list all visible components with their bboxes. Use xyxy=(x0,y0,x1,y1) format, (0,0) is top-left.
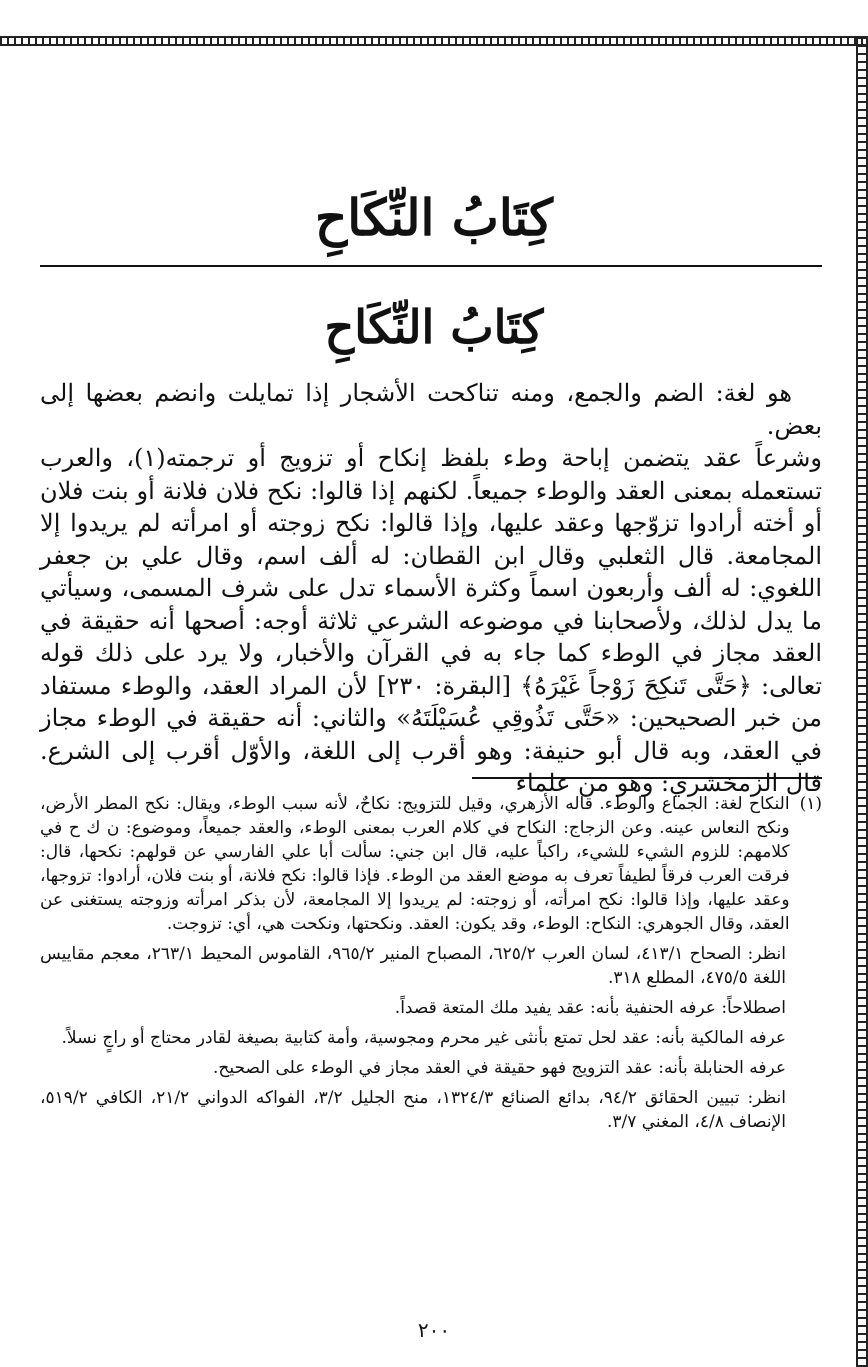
page-title: كِتَابُ النِّكَاحِ xyxy=(315,188,553,247)
footnotes xyxy=(40,792,822,1140)
body-paragraph: وشرعاً عقد يتضمن إباحة وطء بلفظ إنكاح أو تزويج أو ترجمته(١)، والعرب تستعمله بمعنى العقد والوطء جميعاً. لكنهم إذا قالوا: نكح فلان فلانة أو بنت فلان أو أخته أرادوا تزوّجها وعقد عليها، وإذا قالوا: نكح زوجته أو امرأته لم يريدوا إلا المجامعة. قال الثعلبي وقال ابن القطان: له ألف اسم، وقال علي بن جعفر اللغوي: له ألف وأربعون اسماً وكثرة الأسماء تدل على شرف المسمى، وسيأتي ما يدل لذلك، ولأصحابنا في موضوعه الشرعي ثلاثة أوجه: أصحها أنه حقيقة في العقد مجاز في الوطء كما جاء به في القرآن والأخبار، ولا يرد على ذلك قوله تعالى: ﴿حَتَّى تَنكِحَ زَوْجاً غَيْرَهُ﴾ [البقرة: ٢٣٠] لأن المراد العقد، والوطء مستفاد من خبر الصحيحين: «حَتَّى تَذُوقِي عُسَيْلَتَهُ» والثاني: أنه حقيقة في الوطء مجاز في العقد، وبه قال أبو حنيفة: وهو أقرب إلى اللغة، والأوّل أقرب إلى الشرع. قال الزمخشري: وهو من علماء xyxy=(40,444,822,797)
footnote-definition: اصطلاحاً: عرفه الحنفية بأنه: عقد يفيد ملك المتعة قصداً. xyxy=(394,998,786,1018)
body-text xyxy=(40,377,822,800)
page-number: ٢٠٠ xyxy=(417,1318,451,1342)
section-title: كِتَابُ النِّكَاحِ xyxy=(324,300,544,354)
title-divider xyxy=(40,265,822,267)
footnote-divider xyxy=(472,777,822,779)
footnote-reference: انظر: الصحاح ٤١٣/١، لسان العرب ٦٢٥/٢، المصباح المنير ٩٦٥/٢، القاموس المحيط ٢٦٣/١، معجم مقاييس اللغة ٤٧٥/٥، المطلع ٣١٨. xyxy=(40,944,787,988)
ornamental-border-top xyxy=(0,36,868,46)
footnote-number: (١) xyxy=(799,794,822,814)
footnote-text: النكاح لغة: الجماع والوطء. قاله الأزهري، وقيل للتزويج: نكاحٌ، لأنه سبب الوطء، ويقال: نكح المطر الأرض، ونكح النعاس عينه. وعن الزجاج: النكاح في كلام العرب بمعنى الوطء، والعقد جميعاً، وموضوع: ن ك ح في كلامهم: للزوم الشيء للشيء، راكباً عليه، قال ابن جني: سألت أبا علي الفارسي عن قولهم: نكحها، قال: فرقت العرب فرقاً لطيفاً تعرف به موضع العقد من الوطء. فإذا قالوا: نكح فلانة، أو بنت فلان، أرادوا: تزوجها، وعقد عليها، وإذا قالوا: نكح امرأته، أو زوجته: لم يريدوا إلا المجامعة، لأن بذكر امرأته وزوجته يستغنى عن العقد، وقال الجوهري: النكاح: الوطء، وقد يكون: العقد. ونكحتها، ونكحت هي، أي: تزوجت. xyxy=(40,794,790,934)
body-paragraph: هو لغة: الضم والجمع، ومنه تناكحت الأشجار إذا تمايلت وانضم بعضها إلى بعض. xyxy=(40,379,822,440)
footnote-definition: عرفه الحنابلة بأنه: عقد التزويج فهو حقيقة في العقد مجاز في الوطء على الصحيح. xyxy=(212,1058,786,1078)
footnote xyxy=(40,792,822,942)
footnote-reference: انظر: تبيين الحقائق ٩٤/٢، بدائع الصنائع ١٣٢٤/٣، منح الجليل ٣/٢، الفواكه الدواني ٢١/٢، الكافي ٥١٩/٢، الإنصاف ٤/٨، المغني ٣/٧. xyxy=(40,1088,787,1132)
footnote-definition: عرفه المالكية بأنه: عقد لحل تمتع بأنثى غير محرم ومجوسية، وأمة كتابية بصيغة لقادر محتاج أو راجٍ نسلاً. xyxy=(61,1028,786,1048)
